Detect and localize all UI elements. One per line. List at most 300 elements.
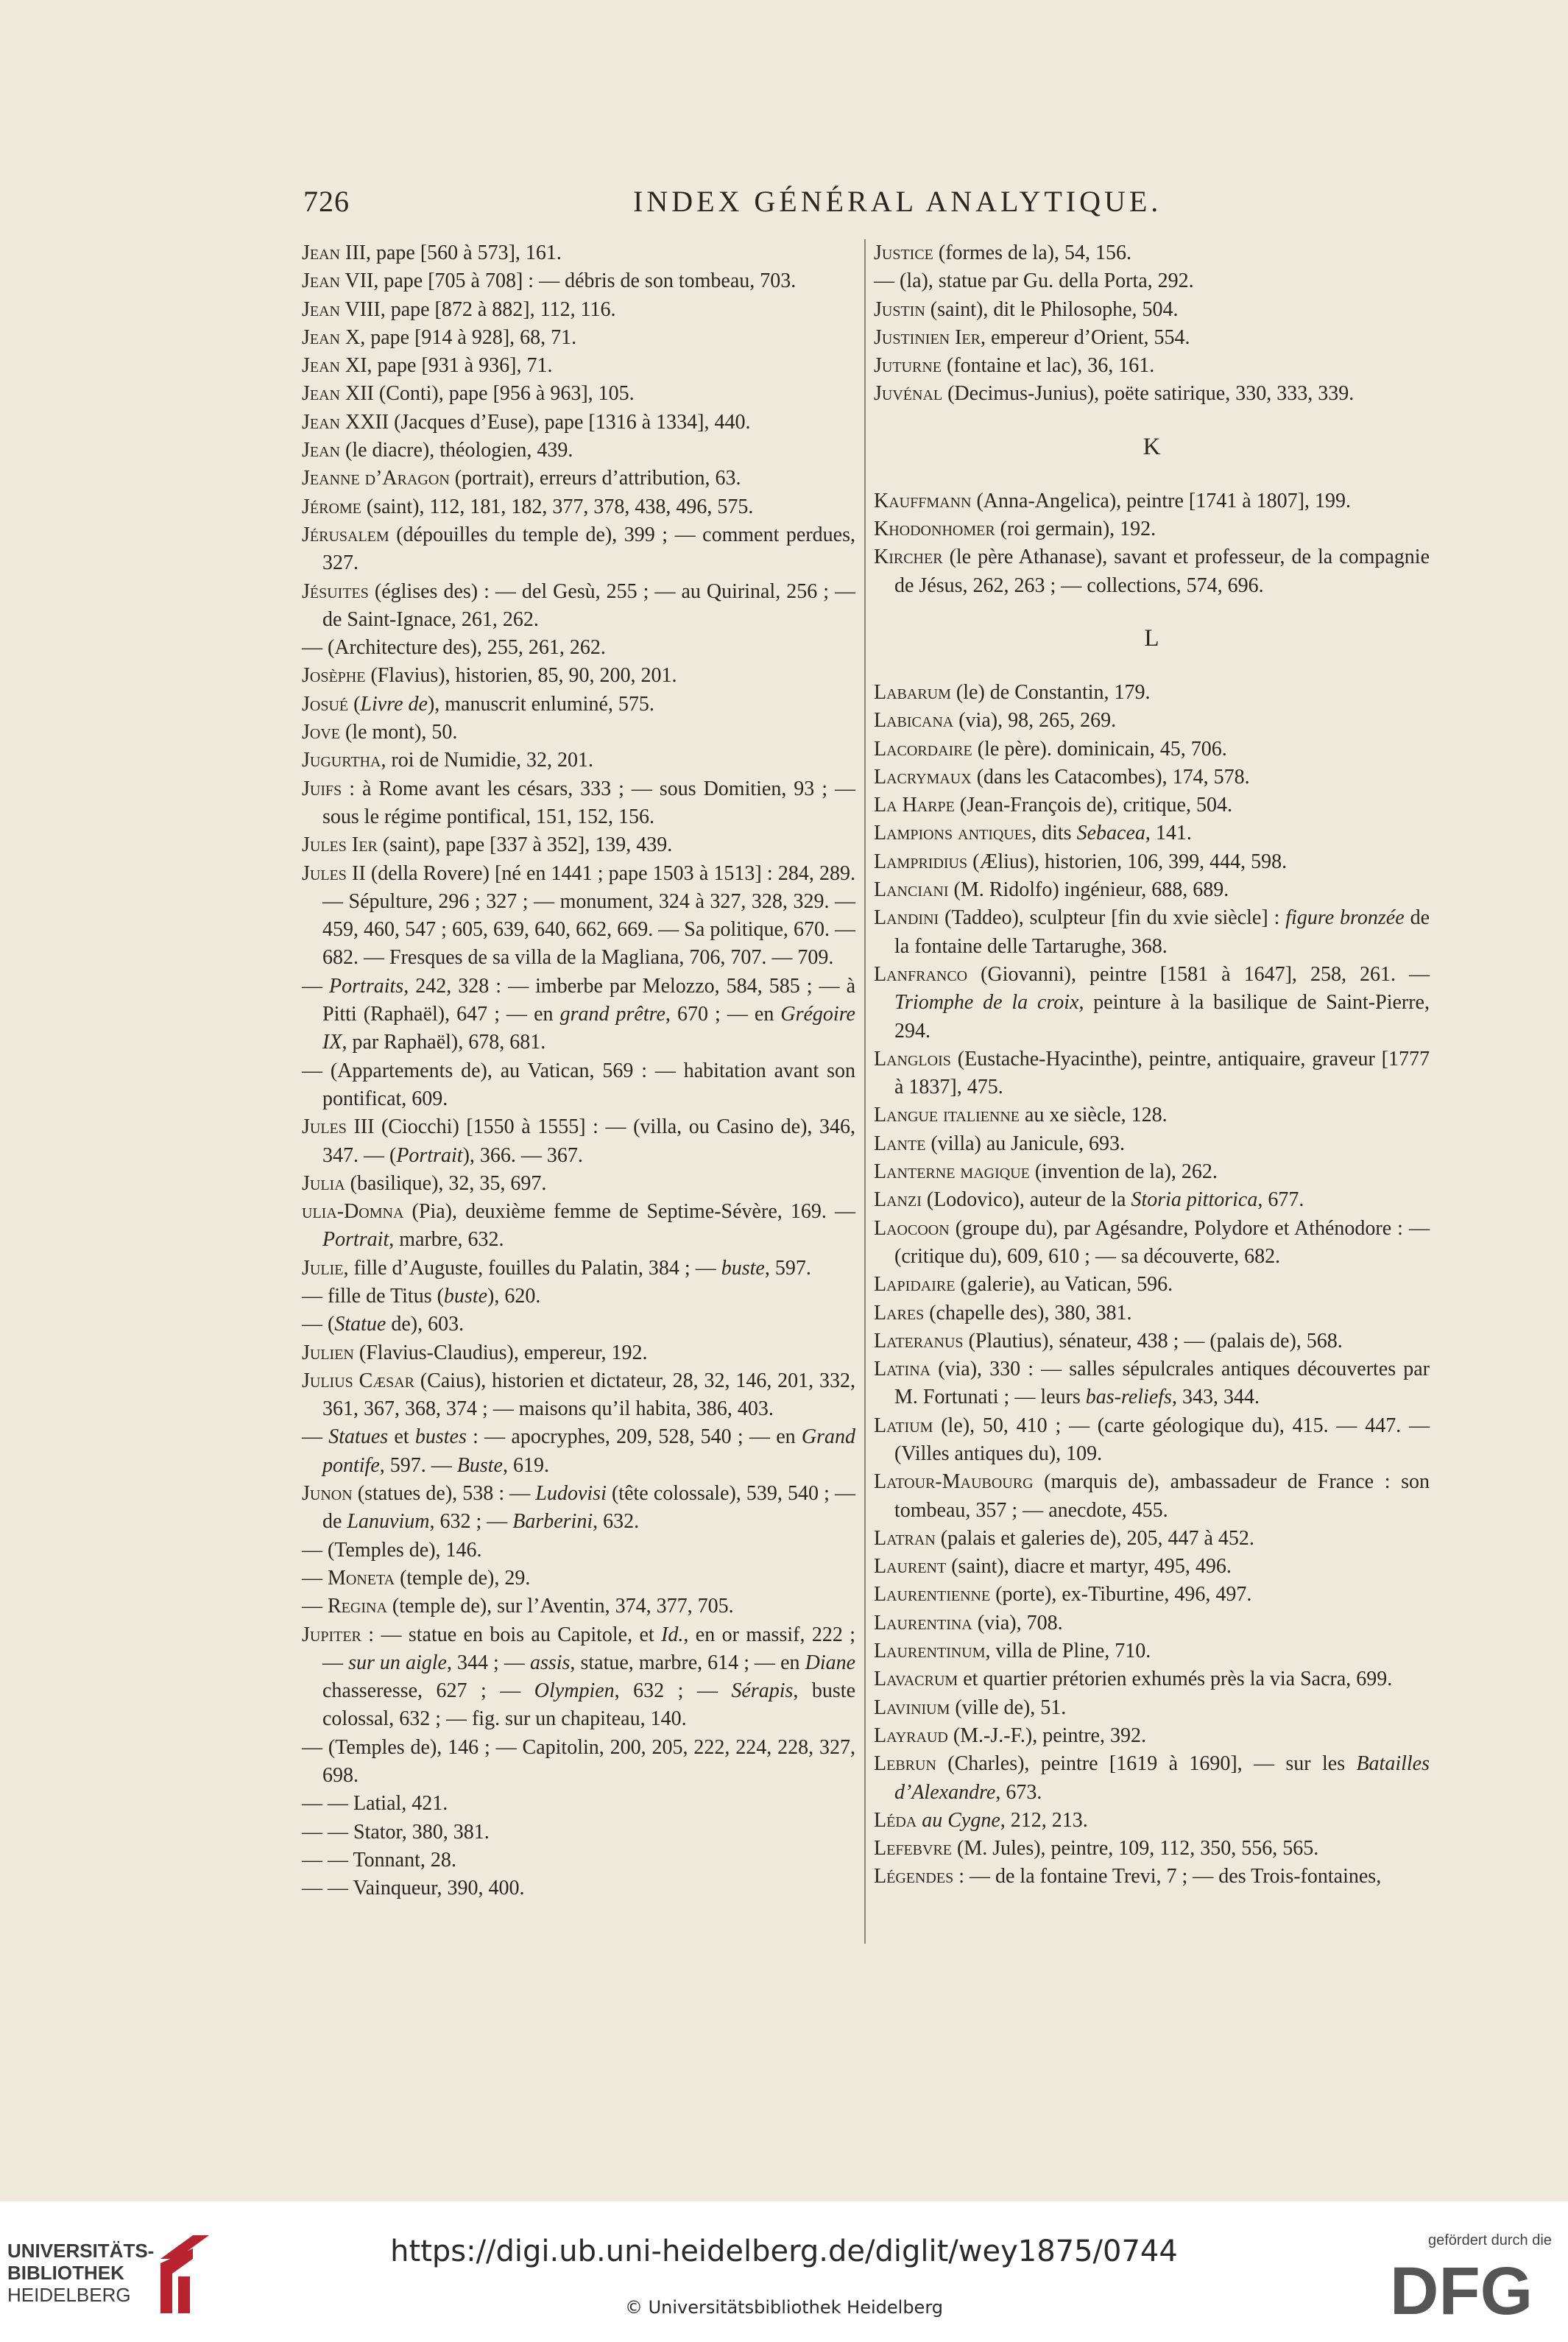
index-entry — [302, 1537, 855, 1565]
entry-text: (le mont), 50. — [340, 721, 458, 744]
index-entry — [302, 691, 855, 719]
entry-text: (le père Athanase), savant et professeur, de la compagnie de Jésus, 262, 263 ; — collections, 574, 696. — [894, 546, 1430, 597]
entry-text: Statues — [328, 1425, 389, 1449]
entry-text: (M. Ridolfo) ingénieur, 688, 689. — [948, 878, 1229, 902]
entry-text: Storia pittorica — [1131, 1188, 1258, 1212]
entry-text: (via), 330 : — salles sépulcrales antiques découvertes par M. Fortunati ; — leurs — [894, 1358, 1430, 1409]
entry-text: (Jean-François de), critique, 504. — [954, 794, 1232, 817]
entry-text: , 141. — [1145, 822, 1192, 845]
entry-text: III (Ciocchi) [1550 à 1555] : — (villa, ou Casino de), 346, 347. — ( — [322, 1115, 855, 1167]
entry-text: (Ælius), historien, 106, 399, 444, 598. — [967, 850, 1288, 873]
entry-text: (groupe du), par Agésandre, Polydore et Athénodore : — (critique du), 609, 610 ; — sa découverte, 682. — [894, 1216, 1430, 1268]
entry-text: (Decimus-Junius), poëte satirique, 330, 333, 339. — [942, 382, 1355, 406]
entry-text: , roi de Numidie, 32, 201. — [381, 749, 593, 772]
entry-text: (le diacre), théologien, 439. — [340, 439, 573, 462]
funding-note: gefördert durch die — [1428, 2232, 1552, 2248]
entry-headword: Latium — [874, 1414, 933, 1437]
index-entry — [874, 1186, 1430, 1214]
index-entry — [874, 543, 1430, 600]
entry-text: XII (Conti), pape [956 à 963], 105. — [340, 382, 635, 406]
index-entry — [302, 1423, 855, 1480]
index-entry — [302, 747, 855, 775]
index-entry — [874, 763, 1430, 791]
index-list-l — [874, 679, 1430, 1891]
index-entry — [874, 1271, 1430, 1299]
entry-headword: Kauffmann — [874, 489, 972, 512]
entry-text: bas-reliefs — [1085, 1386, 1172, 1409]
entry-headword: Jean — [302, 410, 340, 434]
index-entry — [874, 1045, 1430, 1102]
entry-text: (dépouilles du temple de), 399 ; — comment perdues, 327. — [322, 523, 855, 575]
entry-text: Lanuvium — [347, 1510, 430, 1534]
entry-text: Buste — [456, 1453, 503, 1477]
entry-text: (saint), pape [337 à 352], 139, 439. — [377, 833, 673, 857]
index-entry — [874, 1609, 1430, 1637]
entry-text: Id. — [661, 1623, 684, 1646]
entry-text: — — [302, 1595, 328, 1618]
entry-headword: Jésuites — [302, 579, 369, 603]
entry-text: Sebacea — [1076, 822, 1145, 845]
index-entry — [302, 521, 855, 578]
index-entry — [302, 1565, 855, 1593]
entry-text: , fille d’Auguste, fouilles du Palatin, 384 ; — — [343, 1256, 721, 1280]
index-entry — [302, 1170, 855, 1198]
copyright-notice: © Universitätsbibliothek Heidelberg — [624, 2297, 943, 2318]
entry-text: grand prêtre — [559, 1003, 665, 1026]
entry-headword: Lavacrum — [874, 1668, 958, 1691]
entry-headword: Latour-Maubourg — [874, 1470, 1034, 1494]
entry-text: (statues de), 538 : — — [352, 1482, 536, 1506]
entry-text: Livre de — [360, 692, 428, 716]
entry-text: , 677. — [1257, 1188, 1304, 1212]
entry-text: Grégoire IX — [322, 1003, 855, 1054]
index-entry — [302, 973, 855, 1057]
index-entry — [874, 1101, 1430, 1129]
entry-text: Grand pontife — [322, 1425, 856, 1477]
entry-text: (saint), diacre et martyr, 495, 496. — [946, 1555, 1232, 1579]
entry-text: — — Tonnant, 28. — [302, 1848, 456, 1872]
entry-text: (M.-J.-F.), peintre, 392. — [947, 1724, 1146, 1747]
entry-text: , 632 ; — — [614, 1679, 732, 1703]
index-entry — [874, 1158, 1430, 1186]
entry-text: — (Temples de), 146 ; — Capitolin, 200, 205, 222, 224, 228, 327, 698. — [302, 1735, 855, 1788]
entry-headword: Junon — [302, 1482, 353, 1506]
index-entry — [302, 296, 855, 324]
entry-text: (Charles), peintre [1619 à 1690], — sur les — [936, 1752, 1357, 1776]
entry-text: (porte), ex-Tiburtine, 496, 497. — [990, 1583, 1252, 1606]
entry-text: bustes — [414, 1425, 467, 1449]
logo-line-2: BIBLIOTHEK — [7, 2262, 124, 2284]
entry-text: : — statue en bois au Capitole, et — [361, 1623, 662, 1646]
index-entry — [302, 324, 855, 352]
entry-text: (églises des) : — del Gesù, 255 ; — au Quirinal, 256 ; — de Saint-Ignace, 261, 262. — [322, 579, 855, 631]
index-entry — [302, 1480, 855, 1537]
index-entry — [874, 848, 1430, 876]
entry-text: (via), 98, 265, 269. — [953, 709, 1117, 733]
entry-text: — (la), statue par Gu. della Porta, 292. — [874, 269, 1194, 293]
index-entry — [302, 1593, 855, 1620]
index-entry — [302, 578, 855, 635]
entry-headword: Langlois — [874, 1047, 951, 1071]
index-entry — [874, 1722, 1430, 1750]
entry-headword: Lateranus — [874, 1329, 964, 1352]
entry-text: — — [302, 1425, 329, 1449]
entry-text: (le), 50, 410 ; — (carte géologique du), 415. — 447. — (Villes antiques du), 109. — [894, 1414, 1430, 1465]
entry-text: — — Latial, 421. — [302, 1792, 448, 1816]
entry-text: au xe siècle, 128. — [1020, 1104, 1168, 1127]
logo-line-3: HEIDELBERG — [7, 2284, 131, 2306]
index-entry — [302, 831, 855, 859]
entry-text: au Cygne — [922, 1808, 1000, 1832]
entry-headword: Jean — [302, 325, 340, 349]
entry-text: (formes de la), 54, 156. — [933, 241, 1131, 264]
entry-text: (le) de Constantin, 179. — [950, 680, 1151, 704]
permalink-url[interactable]: https://digi.ub.uni-heidelberg.de/diglit/wey1875/0744 — [390, 2235, 1178, 2268]
entry-text: (invention de la), 262. — [1029, 1160, 1218, 1184]
entry-text: (roi germain), 192. — [995, 518, 1156, 541]
entry-headword: Lampions antiques — [874, 822, 1032, 845]
entry-text: (M. Jules), peintre, 109, 112, 350, 556, 565. — [952, 1837, 1319, 1860]
entry-headword: Layraud — [874, 1724, 948, 1747]
entry-text: XI, pape [931 à 936], 71. — [340, 354, 553, 378]
index-entry — [874, 876, 1430, 904]
entry-text: : — de la fontaine Trevi, 7 ; — des Trois-fontaines, — [953, 1865, 1382, 1888]
entry-text: Portraits — [329, 974, 404, 998]
entry-text: ), manuscrit enluminé, 575. — [427, 692, 654, 716]
entry-text: de la fontaine delle Tartarughe, 368. — [894, 906, 1430, 958]
entry-text: XXII (Jacques d’Euse), pape [1316 à 1334], 440. — [340, 410, 751, 434]
entry-text: et quartier prétorien exhumés près la via Sacra, 699. — [958, 1668, 1393, 1691]
entry-text: (palais et galeries de), 205, 447 à 452. — [935, 1526, 1254, 1550]
index-entry — [874, 1355, 1430, 1412]
index-entry — [874, 1215, 1430, 1271]
entry-headword: Jean — [302, 297, 340, 321]
index-entry — [874, 1750, 1430, 1807]
entry-text: (via), 708. — [972, 1611, 1063, 1634]
index-entry — [874, 679, 1430, 707]
letter-heading-l: L — [1144, 624, 1159, 652]
entry-text: — (Architecture des), 255, 261, 262. — [302, 636, 606, 660]
entry-text: — — Stator, 380, 381. — [302, 1820, 490, 1844]
entry-headword: Jean — [302, 241, 340, 264]
index-entry — [874, 819, 1430, 847]
column-divider — [864, 239, 866, 1944]
entry-headword: Moneta — [328, 1566, 395, 1590]
entry-text: VIII, pape [872 à 882], 112, 116. — [340, 297, 616, 321]
index-entry — [302, 437, 855, 465]
entry-text: Portrait — [396, 1143, 463, 1167]
index-entry — [302, 1819, 855, 1847]
index-entry — [302, 1283, 855, 1311]
entry-headword: Jove — [302, 721, 340, 744]
entry-text: Batailles d’Alexandre — [894, 1752, 1430, 1804]
index-entry — [874, 267, 1430, 295]
index-entry — [874, 239, 1430, 267]
entry-headword: Lanzi — [874, 1188, 922, 1212]
entry-headword: La Harpe — [874, 794, 955, 817]
entry-headword: Justice — [874, 241, 933, 264]
entry-text: , buste colossal, 632 ; — fig. sur un chapiteau, 140. — [322, 1679, 856, 1731]
index-entry — [302, 1790, 855, 1818]
entry-headword: Julius Cæsar — [302, 1369, 414, 1392]
entry-headword: Josué — [302, 692, 349, 716]
index-entry — [874, 1525, 1430, 1553]
entry-headword: Julien — [302, 1341, 354, 1364]
entry-headword: Lavinium — [874, 1696, 950, 1719]
entry-text: (basilique), 32, 35, 697. — [345, 1171, 547, 1195]
entry-text: (Pia), deuxième femme de Septime-Sévère, 169. — — [403, 1200, 855, 1224]
entry-headword: Justinien Ier — [874, 325, 981, 349]
entry-headword: Lacordaire — [874, 737, 972, 761]
entry-headword: Julia — [302, 1171, 345, 1195]
entry-text: assis — [529, 1651, 571, 1674]
entry-headword: Léda — [874, 1808, 917, 1832]
entry-headword: Jérusalem — [302, 523, 389, 546]
entry-headword: Jérome — [302, 495, 361, 518]
index-entry — [874, 791, 1430, 819]
entry-text: (temple de), 29. — [395, 1566, 531, 1590]
entry-headword: Khodonhomer — [874, 518, 995, 541]
entry-headword: Jean — [302, 439, 340, 462]
entry-headword: Juvénal — [874, 382, 943, 406]
entry-text: — — [302, 974, 330, 998]
entry-text: (temple de), sur l’Aventin, 374, 377, 705. — [386, 1595, 734, 1618]
entry-text: (Flavius-Claudius), empereur, 192. — [353, 1341, 648, 1364]
entry-headword: Jules — [302, 1115, 347, 1139]
index-column-right — [874, 239, 1430, 1891]
entry-text: (portrait), erreurs d’attribution, 63. — [449, 467, 741, 490]
entry-headword: Kircher — [874, 546, 943, 569]
entry-text: ( — [348, 692, 361, 716]
entry-text: , dits — [1031, 822, 1077, 845]
entry-text: , statue, marbre, 614 ; — en — [570, 1651, 805, 1674]
entry-headword: Jean — [302, 382, 340, 406]
index-entry — [874, 1637, 1430, 1665]
logo-line-1: UNIVERSITÄTS- — [7, 2240, 155, 2262]
entry-headword: Lares — [874, 1301, 925, 1325]
entry-headword: Laurentinum — [874, 1640, 986, 1663]
index-entry — [302, 775, 855, 832]
entry-headword: Juifs — [302, 777, 342, 800]
entry-headword: Juturne — [874, 354, 942, 378]
index-entry — [302, 493, 855, 521]
entry-headword: Latran — [874, 1526, 936, 1550]
entry-headword: Lapidaire — [874, 1273, 956, 1297]
entry-text: Portrait — [322, 1228, 389, 1252]
entry-headword: Jupiter — [302, 1623, 361, 1646]
entry-headword: Laurentienne — [874, 1583, 991, 1606]
entry-text: buste — [721, 1256, 765, 1280]
entry-text: , par Raphaël), 678, 681. — [342, 1031, 546, 1054]
entry-text: ), 366. — 367. — [462, 1143, 583, 1167]
entry-headword: Landini — [874, 906, 939, 930]
entry-headword: Julie — [302, 1256, 344, 1280]
dfg-logo: DFG — [1390, 2254, 1533, 2329]
index-entry — [302, 239, 855, 267]
index-entry — [302, 1621, 855, 1734]
entry-text: ), 620. — [487, 1284, 541, 1308]
entry-text: buste — [443, 1284, 488, 1308]
index-entry — [302, 1311, 855, 1338]
index-entry — [874, 487, 1430, 515]
entry-text: , empereur d’Orient, 554. — [980, 325, 1190, 349]
entry-text: , en or massif, 222 ; — — [322, 1623, 855, 1674]
index-entry — [302, 1847, 855, 1874]
entry-text: et — [388, 1425, 415, 1449]
entry-headword: Lacrymaux — [874, 765, 972, 789]
index-entry — [874, 352, 1430, 380]
entry-text: , 619. — [502, 1453, 549, 1477]
entry-text: — fille de Titus ( — [302, 1284, 444, 1308]
entry-text: (Taddeo), sculpteur [fin du xvie siècle] : — [939, 906, 1286, 930]
entry-text: sur un aigle — [348, 1651, 447, 1674]
index-list-j — [874, 239, 1430, 409]
entry-headword: Jean — [302, 354, 340, 378]
index-entry — [302, 409, 855, 437]
entry-text: , 632. — [593, 1510, 640, 1534]
entry-text: , 344 ; — — [446, 1651, 530, 1674]
entry-headword: Laurentina — [874, 1611, 972, 1634]
entry-text: (galerie), au Vatican, 596. — [955, 1273, 1173, 1297]
entry-text: de), 603. — [386, 1313, 465, 1336]
entry-text: (chapelle des), 380, 381. — [924, 1301, 1132, 1325]
entry-text: : — apocryphes, 209, 528, 540 ; — en — [466, 1425, 802, 1449]
index-entry — [874, 380, 1430, 408]
entry-headword: Lante — [874, 1132, 926, 1155]
index-entry — [874, 904, 1430, 961]
entry-headword: Jugurtha — [302, 749, 381, 772]
entry-headword: Lanciani — [874, 878, 949, 902]
entry-text: VII, pape [705 à 708] : — débris de son tombeau, 703. — [340, 269, 797, 293]
entry-text: , 343, 344. — [1171, 1386, 1260, 1409]
entry-headword: Légendes — [874, 1865, 954, 1888]
entry-text: — (Appartements de), au Vatican, 569 : — habitation avant son pontificat, 609. — [302, 1059, 855, 1110]
index-list-k — [874, 487, 1430, 600]
index-entry — [874, 1581, 1430, 1609]
entry-text: (Flavius), historien, 85, 90, 200, 201. — [365, 664, 677, 688]
index-entry — [874, 1807, 1430, 1835]
index-entry — [874, 736, 1430, 763]
index-entry — [302, 1339, 855, 1367]
entry-headword: Jeanne d’Aragon — [302, 467, 450, 490]
index-entry — [874, 707, 1430, 735]
entry-text: figure bronzée — [1285, 906, 1405, 930]
entry-headword: Lebrun — [874, 1752, 936, 1776]
index-entry — [874, 961, 1430, 1045]
entry-headword: Labarum — [874, 680, 951, 704]
entry-text: Barberini — [512, 1510, 593, 1534]
entry-headword: Latina — [874, 1358, 931, 1381]
entry-text: , marbre, 632. — [389, 1228, 504, 1252]
index-entry — [874, 1130, 1430, 1158]
entry-headword: Lampridius — [874, 850, 968, 873]
index-entry — [874, 1694, 1430, 1722]
entry-headword: Josèphe — [302, 664, 366, 688]
index-entry — [302, 267, 855, 295]
entry-text: X, pape [914 à 928], 68, 71. — [340, 325, 577, 349]
entry-text: (le père). dominicain, 45, 706. — [972, 737, 1227, 761]
entry-text: (saint), 112, 181, 182, 377, 378, 438, 496, 575. — [361, 495, 754, 518]
entry-text: (Plautius), sénateur, 438 ; — (palais de), 568. — [963, 1329, 1343, 1352]
index-entry — [302, 662, 855, 690]
index-entry — [302, 1113, 855, 1170]
index-entry — [302, 352, 855, 380]
entry-text: Sérapis — [731, 1679, 794, 1703]
entry-text: , peinture à la basilique de Saint-Pierre, 294. — [894, 991, 1430, 1043]
index-entry — [874, 1327, 1430, 1355]
entry-text: chasseresse, 627 ; — — [322, 1679, 534, 1703]
page-number: 726 — [303, 185, 350, 218]
index-entry — [302, 465, 855, 493]
index-column-left — [302, 239, 855, 1903]
entry-text: (Giovanni), peintre [1581 à 1647], 258, 261. — — [967, 962, 1430, 986]
entry-text: , villa de Pline, 710. — [985, 1640, 1151, 1663]
index-entry — [302, 719, 855, 747]
index-entry — [302, 1057, 855, 1114]
index-entry — [874, 1665, 1430, 1693]
entry-text: , 597. — — [379, 1453, 457, 1477]
entry-text: (tête colossale), 539, 540 ; — de — [322, 1482, 855, 1534]
entry-headword: Laocoon — [874, 1216, 950, 1240]
index-entry — [874, 324, 1430, 352]
entry-text: (fontaine et lac), 36, 161. — [942, 354, 1155, 378]
entry-headword: Langue italienne — [874, 1104, 1020, 1127]
index-entry — [874, 515, 1430, 543]
entry-headword: Jean — [302, 269, 340, 293]
entry-headword: Lanfranco — [874, 962, 968, 986]
entry-headword: Labicana — [874, 709, 954, 733]
entry-text: (Caius), historien et dictateur, 28, 32, 146, 201, 332, 361, 367, 368, 374 ; — maisons qu’il habita, 386, 403. — [322, 1369, 855, 1421]
index-entry — [302, 380, 855, 408]
entry-text: , 242, 328 : — imberbe par Melozzo, 584, 585 ; — à Pitti (Raphaël), 647 ; — en — [322, 974, 856, 1026]
entry-text: (Eustache-Hyacinthe), peintre, antiquaire, graveur [1777 à 1837], 475. — [894, 1047, 1430, 1099]
entry-text: , 597. — [764, 1256, 811, 1280]
entry-text: Statue — [334, 1313, 386, 1336]
index-entry — [874, 296, 1430, 324]
entry-text: Triomphe de la croix — [894, 991, 1079, 1015]
entry-headword: Regina — [328, 1595, 387, 1618]
entry-text: (dans les Catacombes), 174, 578. — [971, 765, 1250, 789]
index-entry — [302, 860, 855, 973]
entry-text: (Lodovico), auteur de la — [921, 1188, 1131, 1212]
entry-headword: Lefebvre — [874, 1837, 952, 1860]
index-entry — [874, 1863, 1430, 1891]
entry-text: , 670 ; — en — [665, 1003, 781, 1026]
entry-headword: ulia-Domna — [302, 1200, 404, 1224]
entry-text: II (della Rovere) [né en 1441 ; pape 1503 à 1513] : 284, 289. — Sépulture, 296 ; 327 ; — monument, 324 à 327, 328, 329. — 459, 460, 547 ; 605, 639, 640, 662, 669. — Sa politique, 670. — 682. — Fresques de sa villa de la Magliana, 706, 707. — 709. — [322, 861, 855, 970]
index-entry — [302, 1255, 855, 1283]
entry-text: Ludovisi — [535, 1482, 607, 1506]
entry-text: III, pape [560 à 573], 161. — [340, 241, 562, 264]
entry-text: — — Vainqueur, 390, 400. — [302, 1877, 525, 1900]
letter-heading-k: K — [1143, 433, 1161, 460]
entry-text: Diane — [805, 1651, 856, 1674]
entry-text: — ( — [302, 1313, 335, 1336]
entry-text: , 212, 213. — [1000, 1808, 1088, 1832]
entry-text: — (Temples de), 146. — [302, 1538, 482, 1562]
index-entry — [874, 1553, 1430, 1581]
entry-headword: Jules — [302, 861, 347, 885]
entry-text: , 632 ; — — [429, 1510, 513, 1534]
index-entry — [874, 1468, 1430, 1525]
index-entry — [874, 1412, 1430, 1469]
index-entry — [874, 1835, 1430, 1863]
index-entry — [302, 1734, 855, 1791]
index-entry — [302, 1367, 855, 1424]
library-footer — [0, 2201, 1568, 2342]
entry-text: — — [302, 1566, 328, 1590]
entry-text: : à Rome avant les césars, 333 ; — sous Domitien, 93 ; — sous le régime pontifical, 151, 152, 156. — [322, 777, 855, 828]
